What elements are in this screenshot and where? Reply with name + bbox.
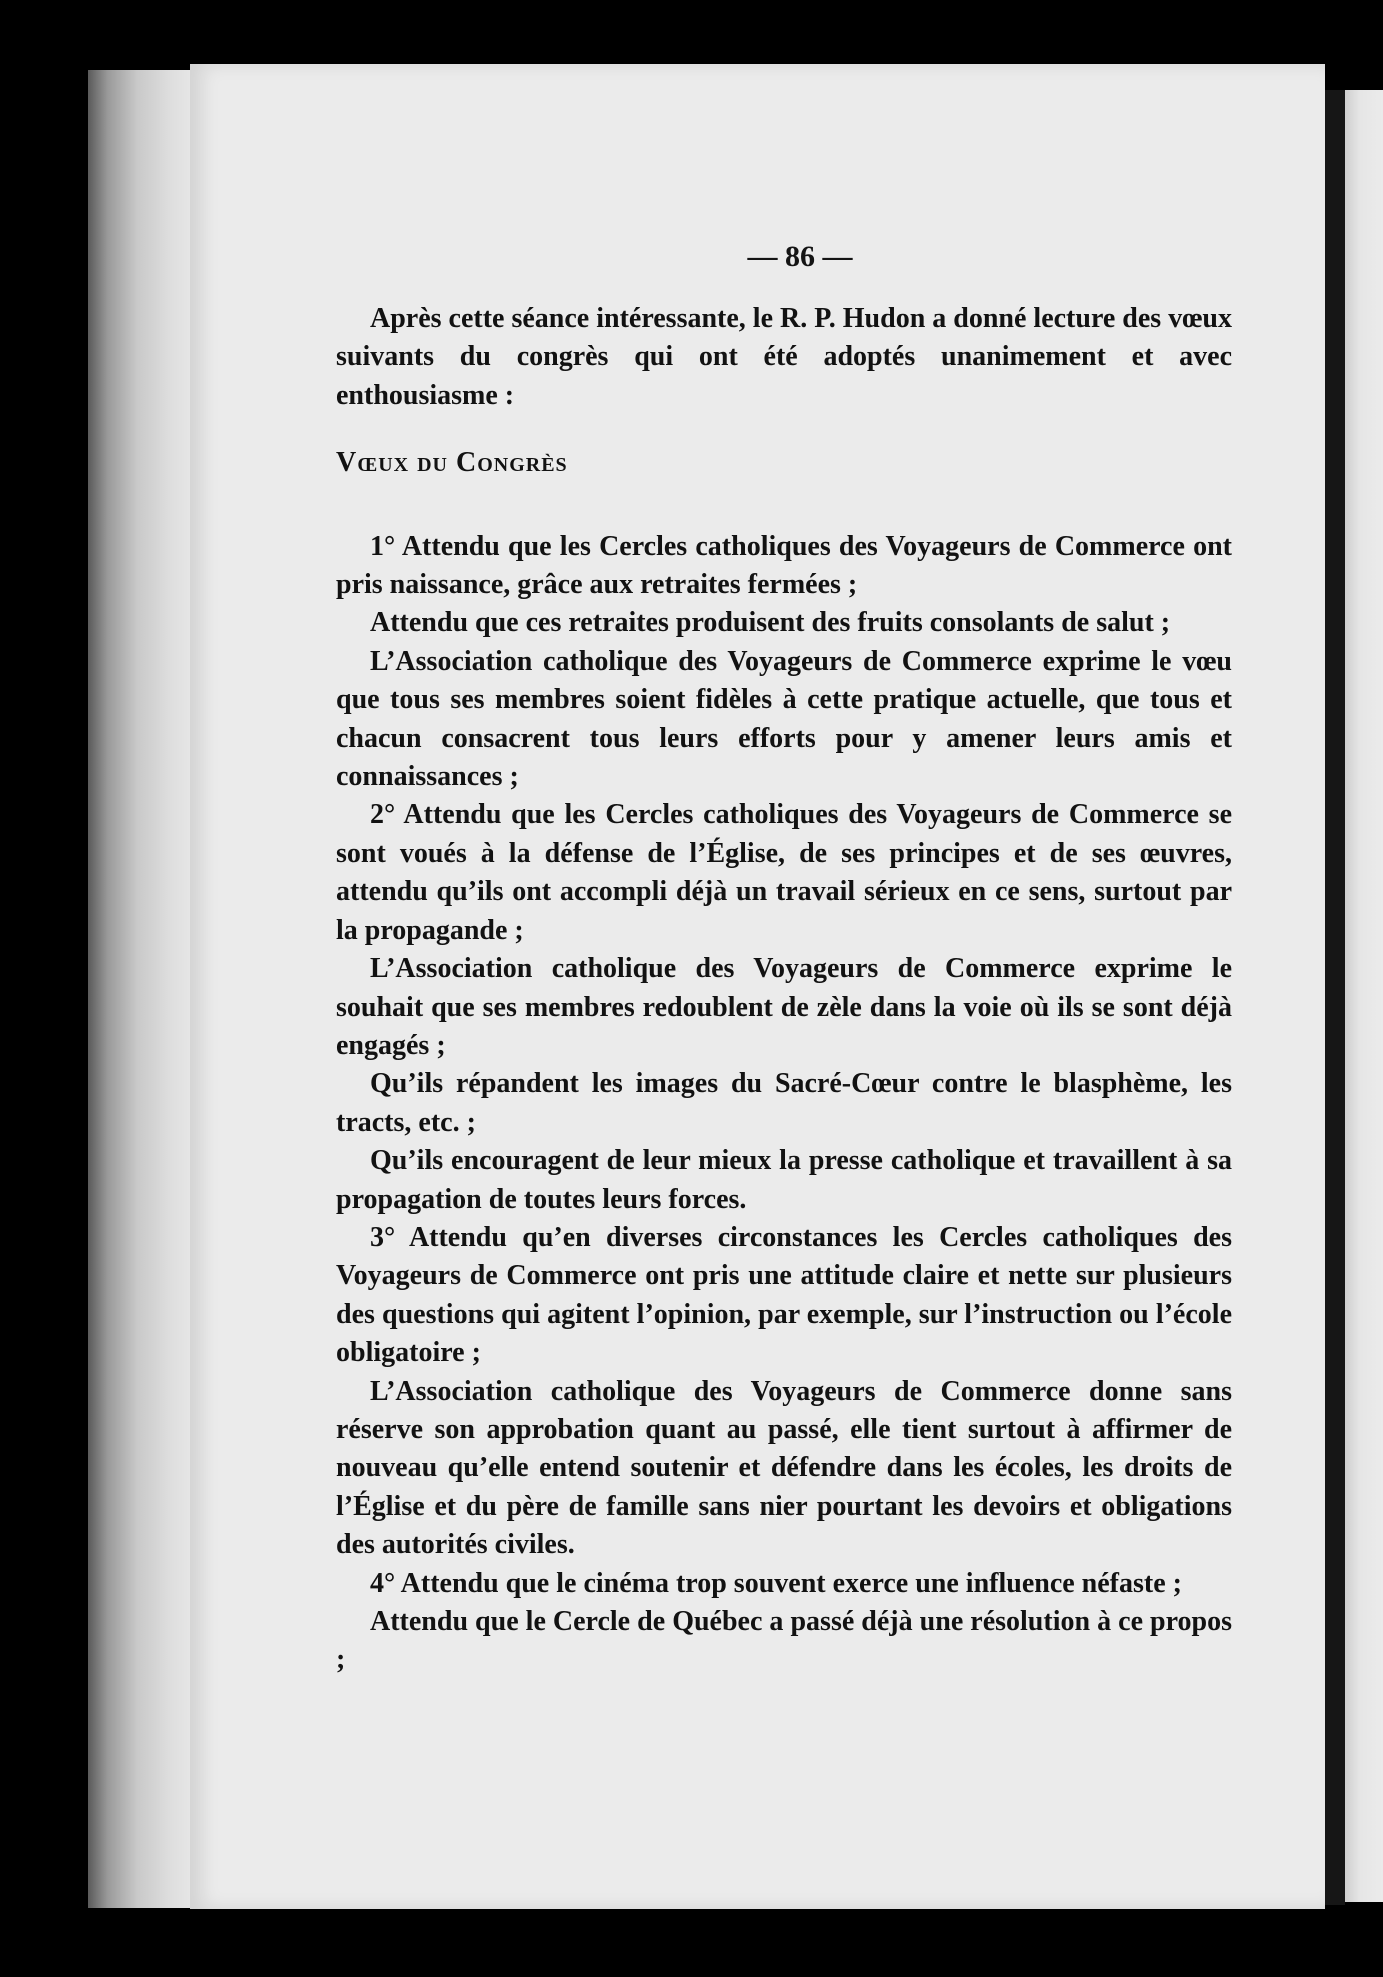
paragraph: Attendu que le Cercle de Québec a passé déjà une résolution à ce propos ; (336, 1606, 1232, 1676)
paragraph: Qu’ils encouragent de leur mieux la presse catholique et travaillent à sa propagation de toutes leurs forces. (336, 1145, 1232, 1215)
paragraph: 1° Attendu que les Cercles catholiques des Voyageurs de Commerce ont pris naissance, grâce aux retraites fermées ; (336, 530, 1232, 601)
paragraph: 2° Attendu que les Cercles catholiques des Voyageurs de Commerce se sont voués à la défense de l’Église, de ses principes et de ses œuvres, attendu qu’ils ont accompli déjà un travail sérieux en ce sens, surtout par la propagande ; (336, 799, 1232, 946)
paragraph: 3° Attendu qu’en diverses circonstances les Cercles catholiques des Voyageurs de Commerce ont pris une attitude claire et nette sur plusieurs des questions qui agitent l’opinion, par exemple, sur l’instruction ou l’école obligatoire ; (336, 1221, 1232, 1369)
page-text (336, 300, 1232, 1680)
paragraph: 4° Attendu que le cinéma trop souvent exerce une influence néfaste ; (370, 1567, 1182, 1599)
section-heading: Vœux du Congrès (336, 447, 568, 479)
page-gutter-shadow (1325, 90, 1345, 1905)
page-number: — 86 — (747, 240, 853, 273)
book-binding (88, 70, 198, 1908)
paragraph: L’Association catholique des Voyageurs de Commerce exprime le souhait que ses membres redoublent de zèle dans la voie où ils se sont déjà engagés ; (336, 953, 1232, 1061)
paragraph: L’Association catholique des Voyageurs de Commerce donne sans réserve son approbation quant au passé, elle tient surtout à affirmer de nouveau qu’elle entend soutenir et défendre dans les écoles, les droits de l’Église et du père de famille sans nier pourtant les devoirs et obligations des autorités civiles. (336, 1375, 1232, 1561)
paragraph: Attendu que ces retraites produisent des fruits consolants de salut ; (370, 607, 1171, 639)
next-page-edge (1345, 90, 1383, 1902)
paragraph: L’Association catholique des Voyageurs de Commerce exprime le vœu que tous ses membres soient fidèles à cette pratique actuelle, que tous et chacun consacrent tous leurs efforts pour y amener leurs amis et connaissances ; (336, 645, 1232, 793)
intro-paragraph: Après cette séance intéressante, le R. P. Hudon a donné lecture des vœux suivants du congrès qui ont été adoptés unanimement et avec enthousiasme : (336, 303, 1232, 411)
paragraph: Qu’ils répandent les images du Sacré-Cœur contre le blasphème, les tracts, etc. ; (336, 1068, 1232, 1138)
